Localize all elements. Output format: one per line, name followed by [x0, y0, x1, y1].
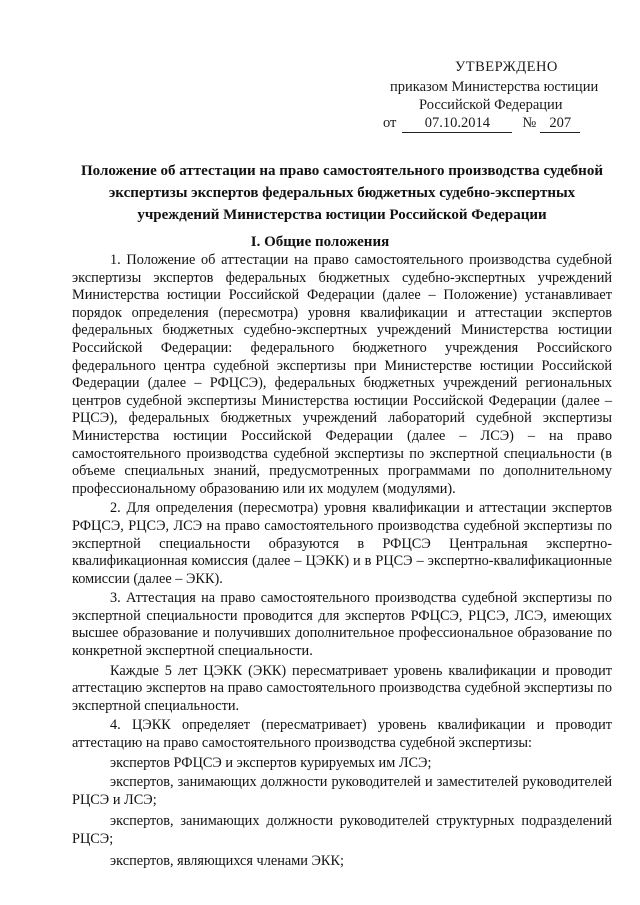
- list-item: экспертов РФЦСЭ и экспертов курируемых им ЛСЭ;: [110, 754, 432, 771]
- section-heading: I. Общие положения: [250, 234, 390, 250]
- paragraph-4: 4. ЦЭКК определяет (пересматривает) уровень квалификации и проводит аттестацию на право самостоятельного производства судебной экспертизы:: [72, 717, 612, 752]
- list-item: экспертов, занимающих должности руководителей структурных подразделений РЦСЭ;: [72, 813, 612, 847]
- document-body: [72, 252, 612, 872]
- paragraph-1: 1. Положение об аттестации на право самостоятельного производства судебной экспертизы экспертов федеральных бюджетных судебно-экспертных учреждений Министерства юстиции Российской Федерации (далее – Положение) устанавливает порядок определения (пересмотра) уровня квалификации и аттестации экспертов федеральных бюджетных судебно-экспертных учреждений Министерства юстиции Российской Федерации: федерального бюджетного учреждения Российского федерального центра судебной экспертизы при Министерстве юстиции Российской Федерации (далее – РФЦСЭ), федеральных бюджетных учреждений региональных центров судебной экспертизы Министерства юстиции Российской Федерации (далее – РЦСЭ), федеральных бюджетных учреждений лабораторий судебной экспертизы Министерства юстиции Российской Федерации (далее – ЛСЭ) – на право самостоятельного производства судебной экспертизы по экспертной специальности (в объеме специальных знаний, предусмотренных программами по дополнительному профессиональному образованию или их модулем (модулями).: [72, 252, 612, 497]
- date-prefix: от: [383, 115, 397, 131]
- number-prefix: №: [522, 115, 537, 131]
- approval-date-row: [383, 114, 580, 133]
- approval-federation-line: Российской Федерации: [419, 97, 563, 113]
- approval-date: 07.10.2014: [402, 114, 512, 133]
- list-item: экспертов, являющихся членами ЭКК;: [110, 852, 344, 869]
- paragraph-3: 3. Аттестация на право самостоятельного производства судебной экспертизы по экспертной специальности проводится для экспертов РФЦСЭ, РЦСЭ, ЛСЭ, имеющих высшее образование и получивших дополнительное профессиональное образование по конкретной экспертной специальности.: [72, 590, 612, 660]
- approval-title: УТВЕРЖДЕНО: [455, 59, 558, 75]
- paragraph-3-continued: Каждые 5 лет ЦЭКК (ЭКК) пересматривает уровень квалификации и проводит аттестацию экспертов на право самостоятельного производства судебной экспертизы по экспертной специальности.: [72, 662, 612, 714]
- paragraph-2: 2. Для определения (пересмотра) уровня квалификации и аттестации экспертов РФЦСЭ, РЦСЭ, ЛСЭ на право самостоятельного производства судебной экспертизы по экспертной специальности образуются в РФЦСЭ Центральная экспертно-квалификационная комиссия (далее – ЦЭКК) и в РЦСЭ – экспертно-квалификационные комиссии (далее – ЭКК).: [72, 500, 612, 587]
- approval-number: 207: [540, 114, 580, 133]
- list-item: экспертов, занимающих должности руководителей и заместителей руководителей РЦСЭ и ЛСЭ;: [72, 774, 612, 808]
- document-title: Положение об аттестации на право самостоятельного производства судебной экспертизы экспертов федеральных бюджетных судебно-экспертных учреждений Министерства юстиции Российской Федерации: [81, 163, 603, 223]
- approval-order-line: приказом Министерства юстиции: [390, 79, 599, 95]
